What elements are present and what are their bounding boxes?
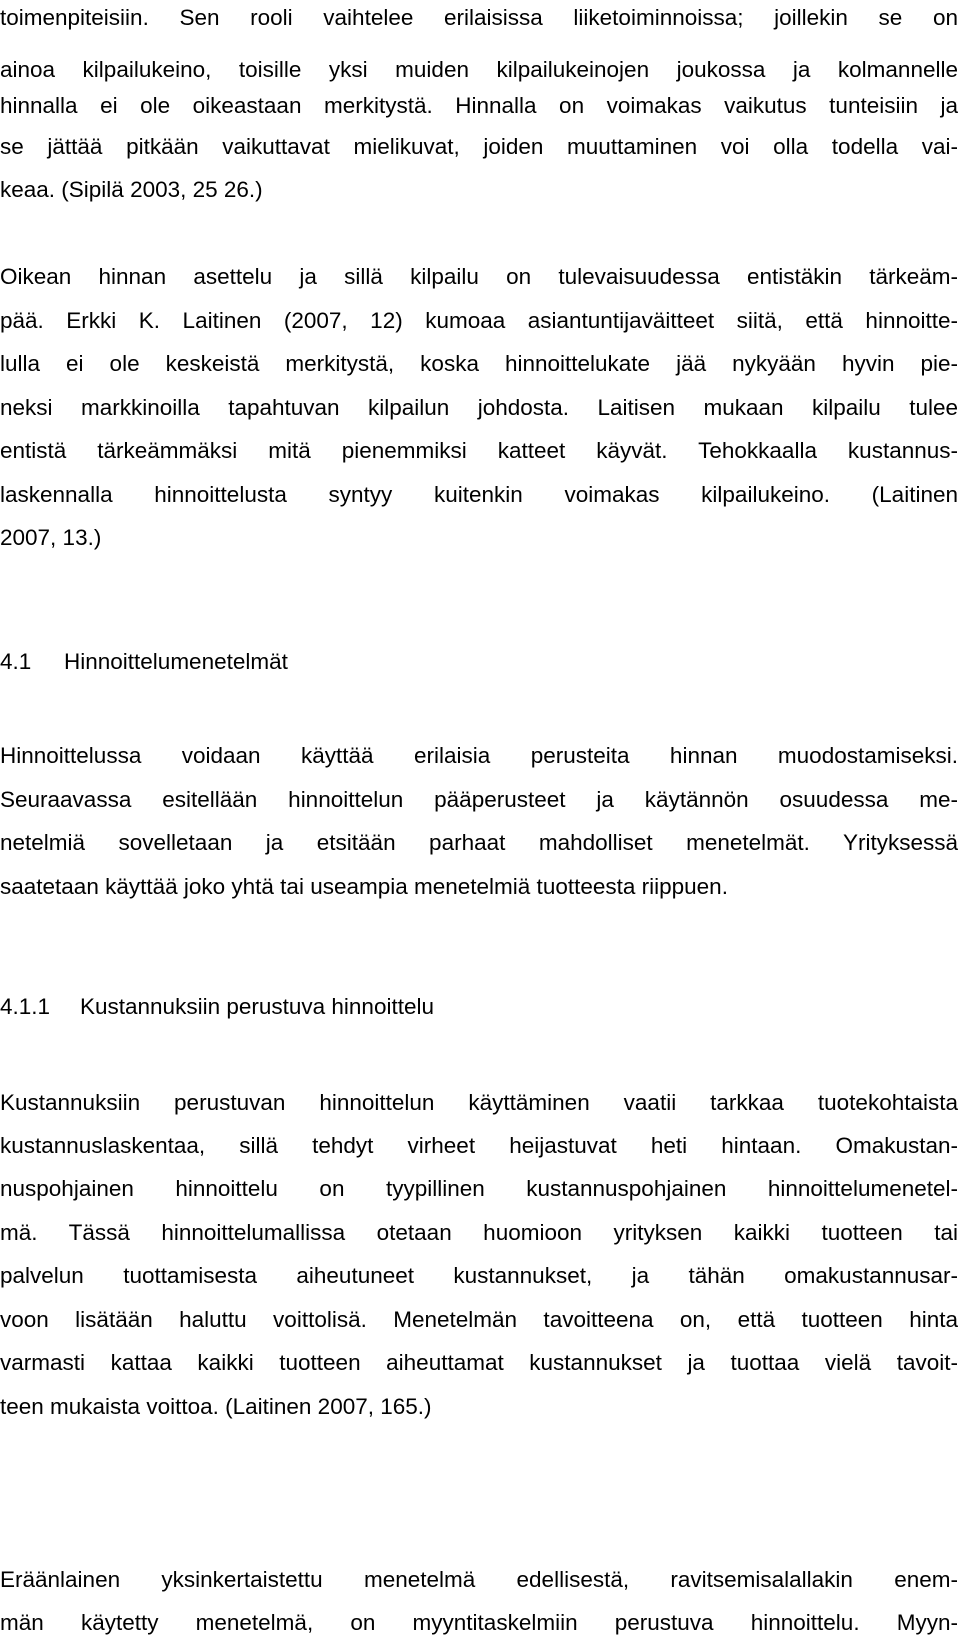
paragraph-2-line-4: neksi markkinoilla tapahtuvan kilpailun johdosta. Laitisen mukaan kilpailu tulee <box>0 395 958 420</box>
paragraph-5-line-1: Eräänlainen yksinkertaistettu menetelmä edellisestä, ravitsemisalallakin enem- <box>0 1567 958 1592</box>
section-number: 4.1 <box>0 649 32 674</box>
paragraph-2-line-6: laskennalla hinnoittelusta syntyy kuitenkin voimakas kilpailukeino. (Laitinen <box>0 482 958 507</box>
paragraph-1-line-5: keaa. (Sipilä 2003, 25 26.) <box>0 177 263 202</box>
paragraph-3-line-1: Hinnoittelussa voidaan käyttää erilaisia perusteita hinnan muodostamiseksi. <box>0 743 958 768</box>
paragraph-4-line-6: voon lisätään haluttu voittolisä. Menetelmän tavoitteena on, että tuotteen hinta <box>0 1307 958 1332</box>
subsection-title: Kustannuksiin perustuva hinnoittelu <box>80 994 434 1019</box>
section-title: Hinnoittelumenetelmät <box>64 649 288 674</box>
paragraph-4-line-1: Kustannuksiin perustuvan hinnoittelun käyttäminen vaatii tarkkaa tuotekohtaista <box>0 1090 958 1115</box>
paragraph-4-line-3: nuspohjainen hinnoittelu on tyypillinen kustannuspohjainen hinnoittelumenetel- <box>0 1176 958 1201</box>
paragraph-1-line-4: se jättää pitkään vaikuttavat mielikuvat, joiden muuttaminen voi olla todella vai- <box>0 134 958 159</box>
section-heading-4-1 <box>0 647 288 677</box>
paragraph-2-line-1: Oikean hinnan asettelu ja sillä kilpailu on tulevaisuudessa entistäkin tärkeäm- <box>0 264 958 289</box>
paragraph-1-line-1: toimenpiteisiin. Sen rooli vaihtelee erilaisissa liiketoiminnoissa; joillekin se on <box>0 5 958 30</box>
paragraph-1-line-2: ainoa kilpailukeino, toisille yksi muiden kilpailukeinojen joukossa ja kolmannelle <box>0 57 958 82</box>
paragraph-4-line-2: kustannuslaskentaa, sillä tehdyt virheet heijastuvat heti hintaan. Omakustan- <box>0 1133 958 1158</box>
paragraph-3-line-4: saatetaan käyttää joko yhtä tai useampia menetelmiä tuotteesta riippuen. <box>0 874 728 899</box>
paragraph-4-line-4: mä. Tässä hinnoittelumallissa otetaan huomioon yrityksen kaikki tuotteen tai <box>0 1220 958 1245</box>
paragraph-1-line-3: hinnalla ei ole oikeastaan merkitystä. Hinnalla on voimakas vaikutus tunteisiin ja <box>0 93 958 118</box>
paragraph-4-line-7: varmasti kattaa kaikki tuotteen aiheuttamat kustannukset ja tuottaa vielä tavoit- <box>0 1350 958 1375</box>
paragraph-3-line-2: Seuraavassa esitellään hinnoittelun pääperusteet ja käytännön osuudessa me- <box>0 787 958 812</box>
paragraph-4-line-8: teen mukaista voittoa. (Laitinen 2007, 165.) <box>0 1394 432 1419</box>
subsection-heading-4-1-1 <box>0 992 434 1022</box>
subsection-number: 4.1.1 <box>0 994 51 1019</box>
paragraph-5-line-2: män käytetty menetelmä, on myyntitaskelmiin perustuva hinnoittelu. Myyn- <box>0 1610 958 1635</box>
paragraph-2-line-3: lulla ei ole keskeistä merkitystä, koska hinnoittelukate jää nykyään hyvin pie- <box>0 351 958 376</box>
paragraph-3-line-3: netelmiä sovelletaan ja etsitään parhaat mahdolliset menetelmät. Yrityksessä <box>0 830 958 855</box>
paragraph-2-line-2: pää. Erkki K. Laitinen (2007, 12) kumoaa asiantuntijaväitteet siitä, että hinnoitte- <box>0 308 958 333</box>
paragraph-4-line-5: palvelun tuottamisesta aiheutuneet kustannukset, ja tähän omakustannusar- <box>0 1263 958 1288</box>
paragraph-2-line-5: entistä tärkeämmäksi mitä pienemmiksi katteet käyvät. Tehokkaalla kustannus- <box>0 438 958 463</box>
paragraph-2-line-7: 2007, 13.) <box>0 525 102 550</box>
